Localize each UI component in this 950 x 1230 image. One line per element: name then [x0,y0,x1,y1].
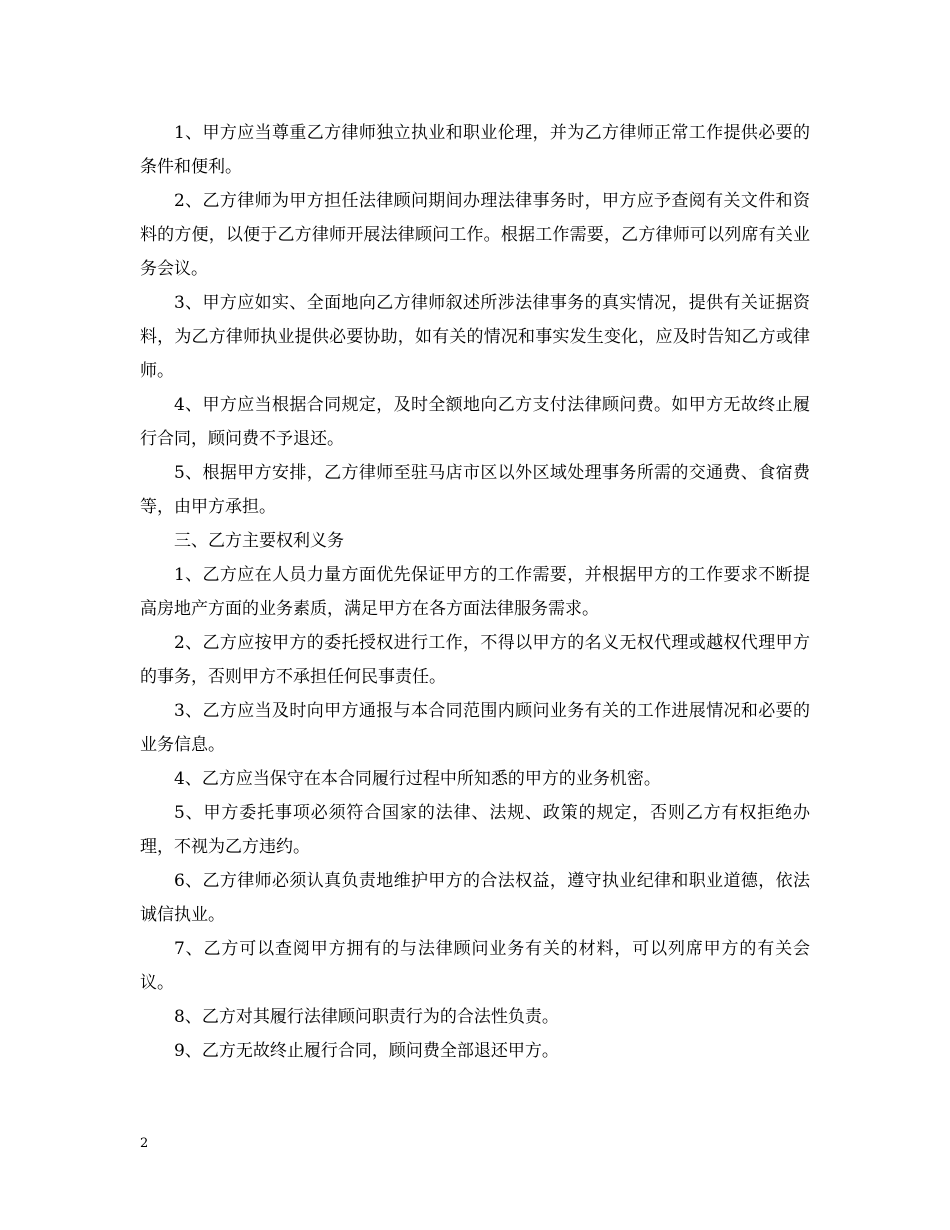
document-body [140,116,810,1068]
paragraph-2: 2、乙方律师为甲方担任法律顾问期间办理法律事务时，甲方应予查阅有关文件和资料的方便，以便于乙方律师开展法律顾问工作。根据工作需要，乙方律师可以列席有关业务会议。 [140,191,810,279]
paragraph-12: 7、乙方可以查阅甲方拥有的与法律顾问业务有关的材料，可以列席甲方的有关会议。 [140,939,810,993]
paragraph-4: 4、甲方应当根据合同规定，及时全额地向乙方支付法律顾问费。如甲方无故终止履行合同，顾问费不予退还。 [140,395,810,449]
paragraph-13: 8、乙方对其履行法律顾问职责行为的合法性负责。 [174,1007,559,1027]
paragraph-3: 3、甲方应如实、全面地向乙方律师叙述所涉法律事务的真实情况，提供有关证据资料，为乙方律师执业提供必要协助，如有关的情况和事实发生变化，应及时告知乙方或律师。 [140,293,810,381]
paragraph-7: 2、乙方应按甲方的委托授权进行工作，不得以甲方的名义无权代理或越权代理甲方的事务，否则甲方不承担任何民事责任。 [140,633,810,687]
paragraph-10: 5、甲方委托事项必须符合国家的法律、法规、政策的规定，否则乙方有权拒绝办理，不视为乙方违约。 [140,803,810,857]
paragraph-5: 5、根据甲方安排，乙方律师至驻马店市区以外区域处理事务所需的交通费、食宿费等，由甲方承担。 [140,463,810,517]
paragraph-6: 1、乙方应在人员力量方面优先保证甲方的工作需要，并根据甲方的工作要求不断提高房地产方面的业务素质，满足甲方在各方面法律服务需求。 [140,565,810,619]
page-number: 2 [140,1136,149,1151]
paragraph-9: 4、乙方应当保守在本合同履行过程中所知悉的甲方的业务机密。 [174,769,661,789]
section-heading: 三、乙方主要权利义务 [174,531,344,551]
paragraph-11: 6、乙方律师必须认真负责地维护甲方的合法权益，遵守执业纪律和职业道德，依法诚信执业。 [140,871,810,925]
paragraph-1: 1、甲方应当尊重乙方律师独立执业和职业伦理，并为乙方律师正常工作提供必要的条件和便利。 [140,123,810,177]
paragraph-14: 9、乙方无故终止履行合同，顾问费全部退还甲方。 [174,1041,559,1061]
paragraph-8: 3、乙方应当及时向甲方通报与本合同范围内顾问业务有关的工作进展情况和必要的业务信息。 [140,701,810,755]
